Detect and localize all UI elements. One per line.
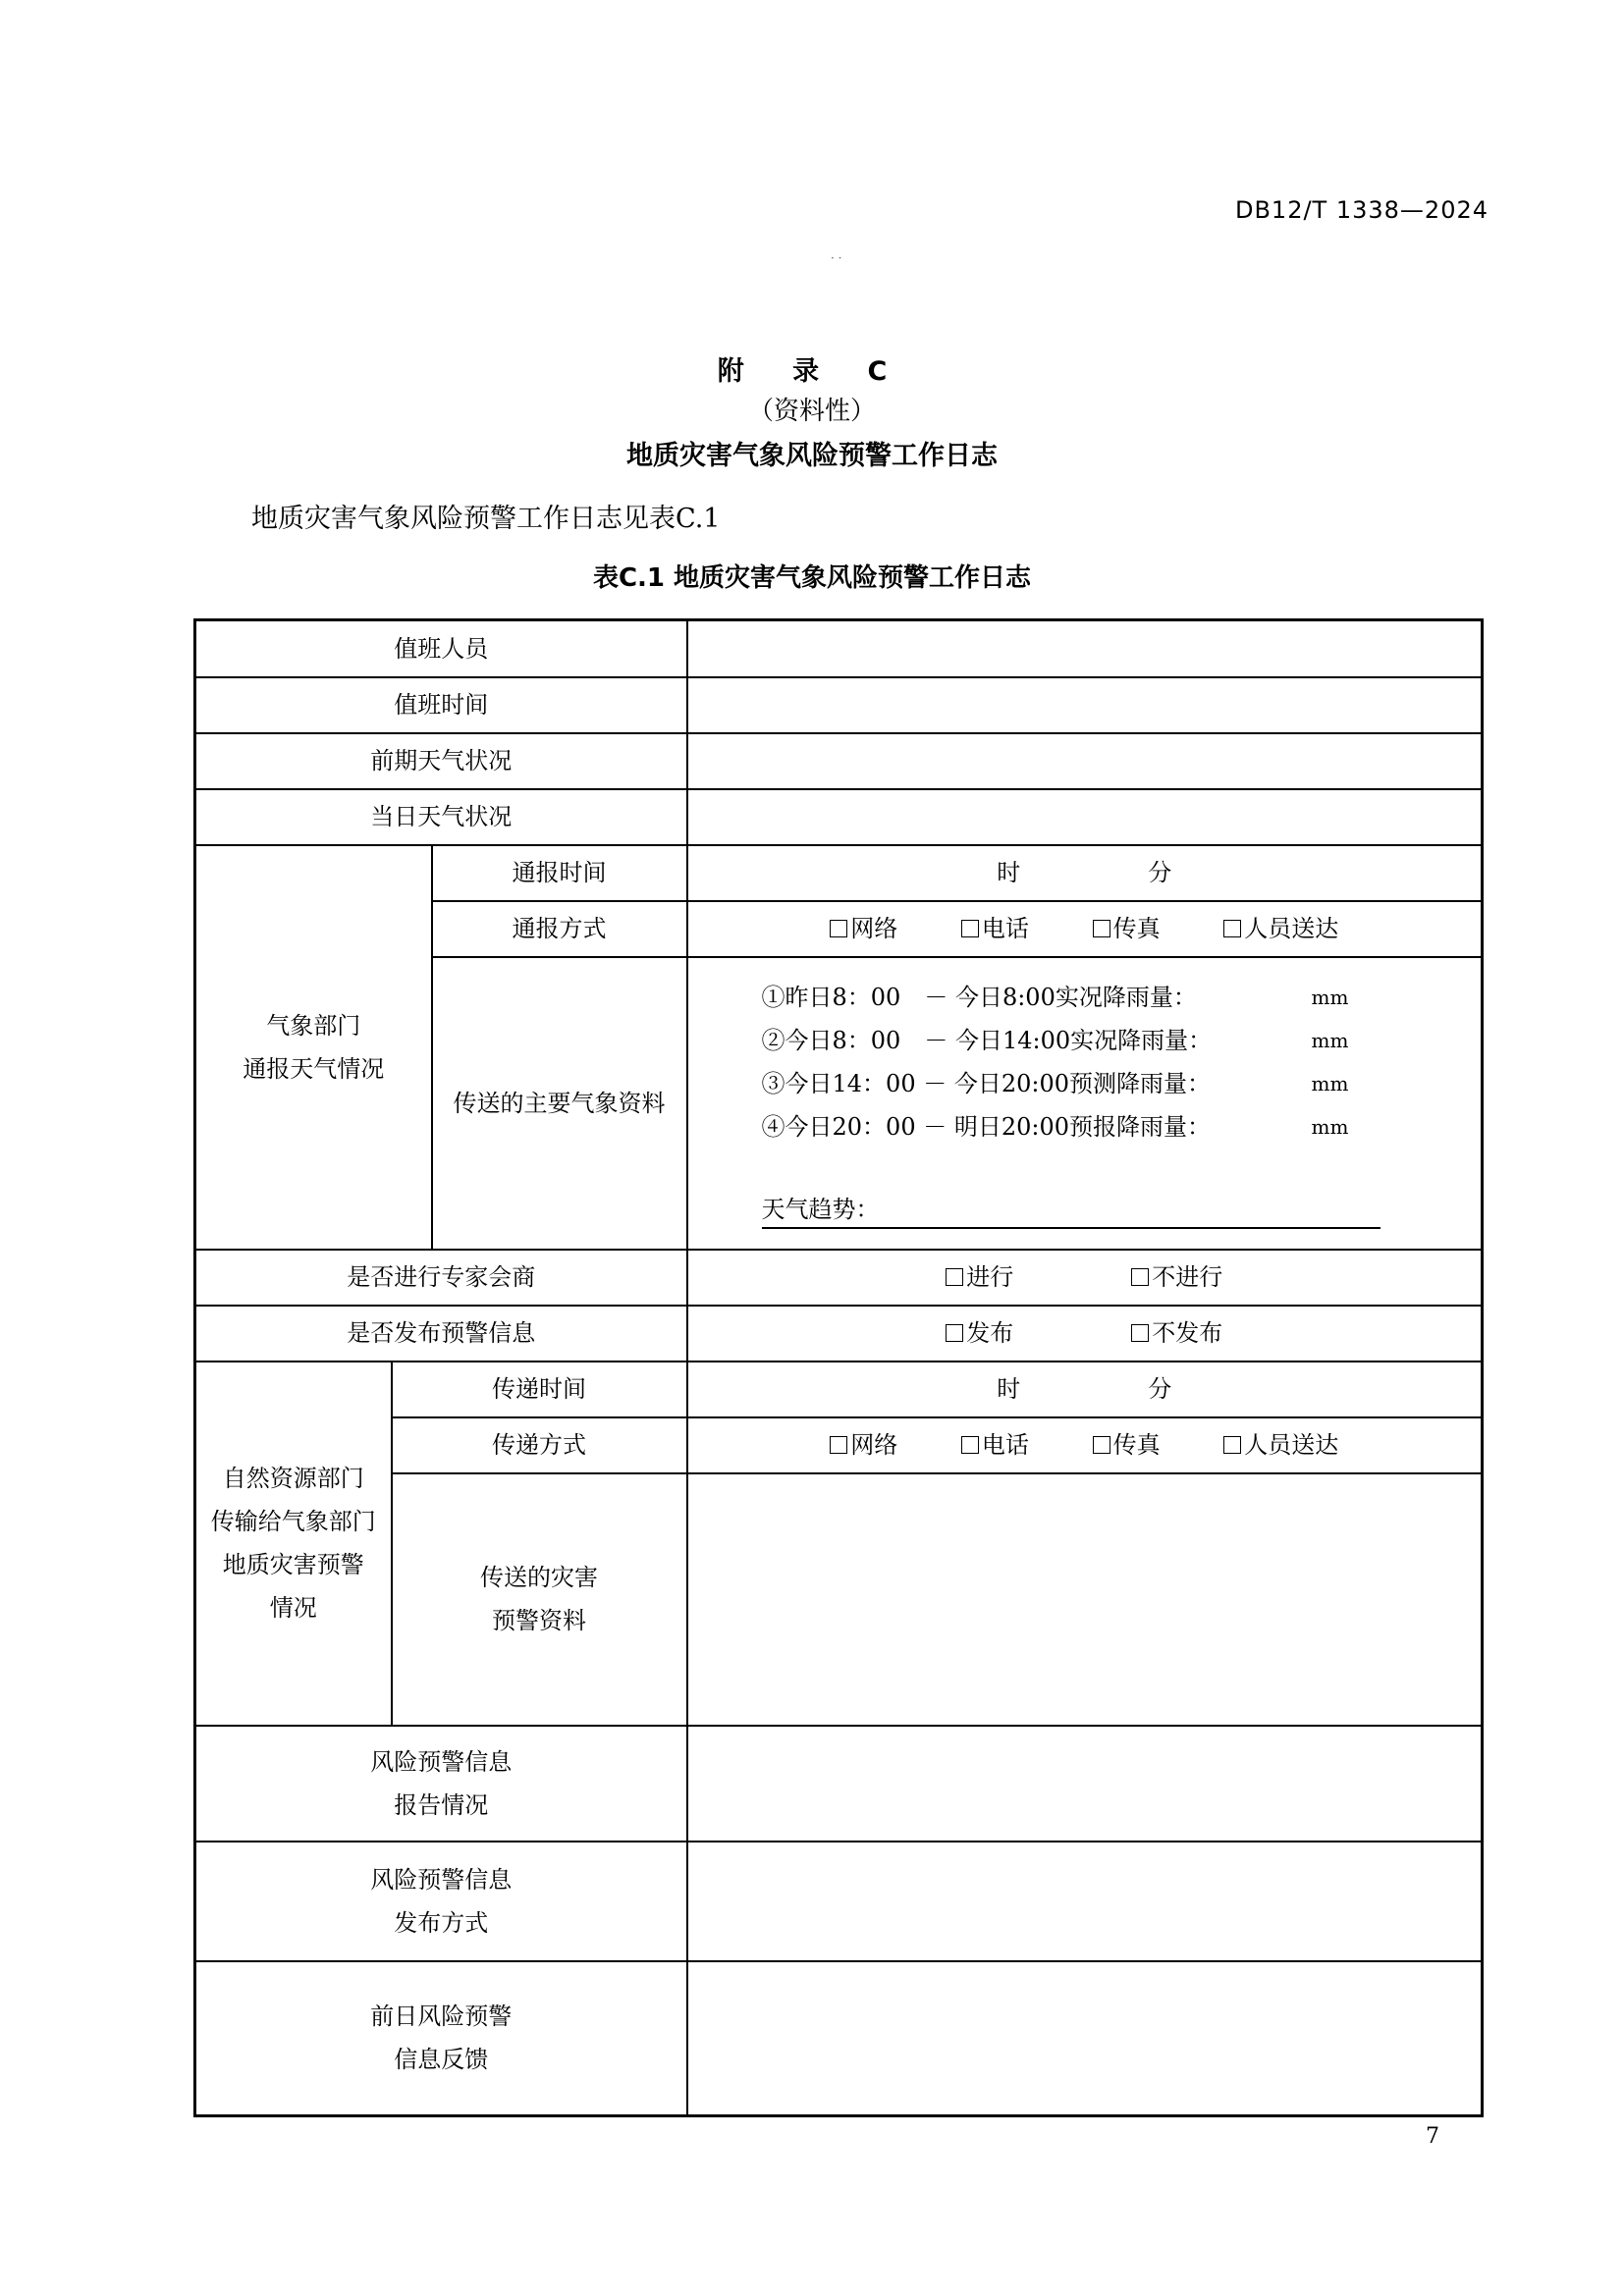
minute-label: 分 (1148, 1375, 1172, 1403)
resource-section-label: 自然资源部门 传输给气象部门 地质灾害预警 情况 (195, 1362, 392, 1726)
risk-report-label: 风险预警信息 报告情况 (195, 1726, 687, 1842)
checkbox-icon (961, 1436, 979, 1454)
notify-method-options (687, 901, 1483, 957)
checkbox-publish-yes[interactable]: 发布 (946, 1311, 1013, 1355)
hour-label: 时 (997, 859, 1021, 886)
page-number: 7 (1426, 2124, 1439, 2149)
duty-staff-label: 值班人员 (195, 620, 687, 677)
checkbox-phone[interactable]: 电话 (961, 1423, 1029, 1467)
checkbox-icon (1223, 920, 1241, 937)
checkbox-fax[interactable]: 传真 (1093, 1423, 1161, 1467)
today-weather-label: 当日天气状况 (195, 789, 687, 845)
table-row (195, 789, 1483, 845)
met-section-label (195, 845, 432, 1250)
prior-feedback-label: 前日风险预警 信息反馈 (195, 1961, 687, 2116)
duty-staff-value[interactable] (687, 620, 1483, 677)
checkbox-phone[interactable]: 电话 (961, 907, 1029, 950)
checkbox-publish-no[interactable]: 不发布 (1131, 1311, 1222, 1355)
prior-weather-label: 前期天气状况 (195, 733, 687, 789)
checkbox-icon (1093, 920, 1110, 937)
document-code: DB12/T 1338—2024 (1234, 196, 1489, 224)
checkbox-icon (946, 1324, 963, 1342)
checkbox-icon (1131, 1268, 1149, 1286)
table-row (195, 1842, 1483, 1961)
met-label-line2: 通报天气情况 (243, 1054, 385, 1083)
disaster-data-label: 传送的灾害 预警资料 (392, 1473, 687, 1726)
hour-label: 时 (997, 1375, 1021, 1403)
met-label-line1: 气象部门 (266, 1011, 361, 1040)
notify-time-label: 通报时间 (432, 845, 687, 901)
table-row (195, 1961, 1483, 2116)
table-row (195, 1250, 1483, 1306)
checkbox-icon (1223, 1436, 1241, 1454)
appendix-type: （资料性） (747, 397, 876, 426)
send-time-label: 传递时间 (392, 1362, 687, 1417)
table-row (195, 677, 1483, 733)
prior-weather-value[interactable] (687, 733, 1483, 789)
checkbox-icon (1131, 1324, 1149, 1342)
checkbox-icon (1093, 1436, 1110, 1454)
appendix-title: 附 录 C (717, 356, 907, 387)
disaster-data-value[interactable] (687, 1473, 1483, 1726)
rain-item-3: ③今日14：00 － 今日20:00预测降雨量： mm (761, 1069, 1349, 1097)
header-dots: · · (831, 251, 842, 265)
table-row (195, 845, 1483, 901)
checkbox-in-person[interactable]: 人员送达 (1223, 1423, 1338, 1467)
expert-consult-options (687, 1250, 1483, 1306)
appendix-name: 地质灾害气象风险预警工作日志 (626, 441, 998, 471)
checkbox-fax[interactable]: 传真 (1093, 907, 1161, 950)
risk-publish-label: 风险预警信息 发布方式 (195, 1842, 687, 1961)
checkbox-icon (961, 920, 979, 937)
expert-consult-label: 是否进行专家会商 (195, 1250, 687, 1306)
prior-feedback-value[interactable] (687, 1961, 1483, 2116)
risk-publish-value[interactable] (687, 1842, 1483, 1961)
work-log-table (193, 618, 1484, 2117)
checkbox-icon (830, 1436, 847, 1454)
checkbox-in-person[interactable]: 人员送达 (1223, 907, 1338, 950)
publish-warning-label: 是否发布预警信息 (195, 1306, 687, 1362)
minute-label: 分 (1148, 859, 1172, 886)
duty-time-value[interactable] (687, 677, 1483, 733)
rain-item-2: ②今日8：00 － 今日14:00实况降雨量： mm (761, 1026, 1349, 1054)
publish-warning-options (687, 1306, 1483, 1362)
risk-report-value[interactable] (687, 1726, 1483, 1842)
today-weather-value[interactable] (687, 789, 1483, 845)
checkbox-network[interactable]: 网络 (830, 907, 897, 950)
table-row (195, 1726, 1483, 1842)
checkbox-network[interactable]: 网络 (830, 1423, 897, 1467)
table-row (195, 1362, 1483, 1417)
send-method-options (687, 1417, 1483, 1473)
table-row (195, 1306, 1483, 1362)
checkbox-consult-no[interactable]: 不进行 (1131, 1255, 1222, 1299)
table-row (195, 620, 1483, 677)
notify-method-label: 通报方式 (432, 901, 687, 957)
notify-time-value[interactable] (687, 845, 1483, 901)
table-row (195, 733, 1483, 789)
rain-item-4: ④今日20：00 － 明日20:00预报降雨量： mm (761, 1112, 1349, 1141)
checkbox-icon (946, 1268, 963, 1286)
weather-trend-field[interactable]: 天气趋势： (762, 1192, 1380, 1229)
checkbox-consult-yes[interactable]: 进行 (946, 1255, 1013, 1299)
checkbox-icon (830, 920, 847, 937)
intro-text: 地质灾害气象风险预警工作日志见表C.1 (251, 504, 721, 534)
table-caption: 表C.1 地质灾害气象风险预警工作日志 (592, 563, 1032, 593)
met-data-label: 传送的主要气象资料 (432, 957, 687, 1250)
duty-time-label: 值班时间 (195, 677, 687, 733)
rainfall-data-cell (687, 957, 1483, 1250)
send-method-label: 传递方式 (392, 1417, 687, 1473)
rain-item-1: ①昨日8：00 － 今日8:00实况降雨量： mm (761, 983, 1349, 1011)
send-time-value[interactable] (687, 1362, 1483, 1417)
